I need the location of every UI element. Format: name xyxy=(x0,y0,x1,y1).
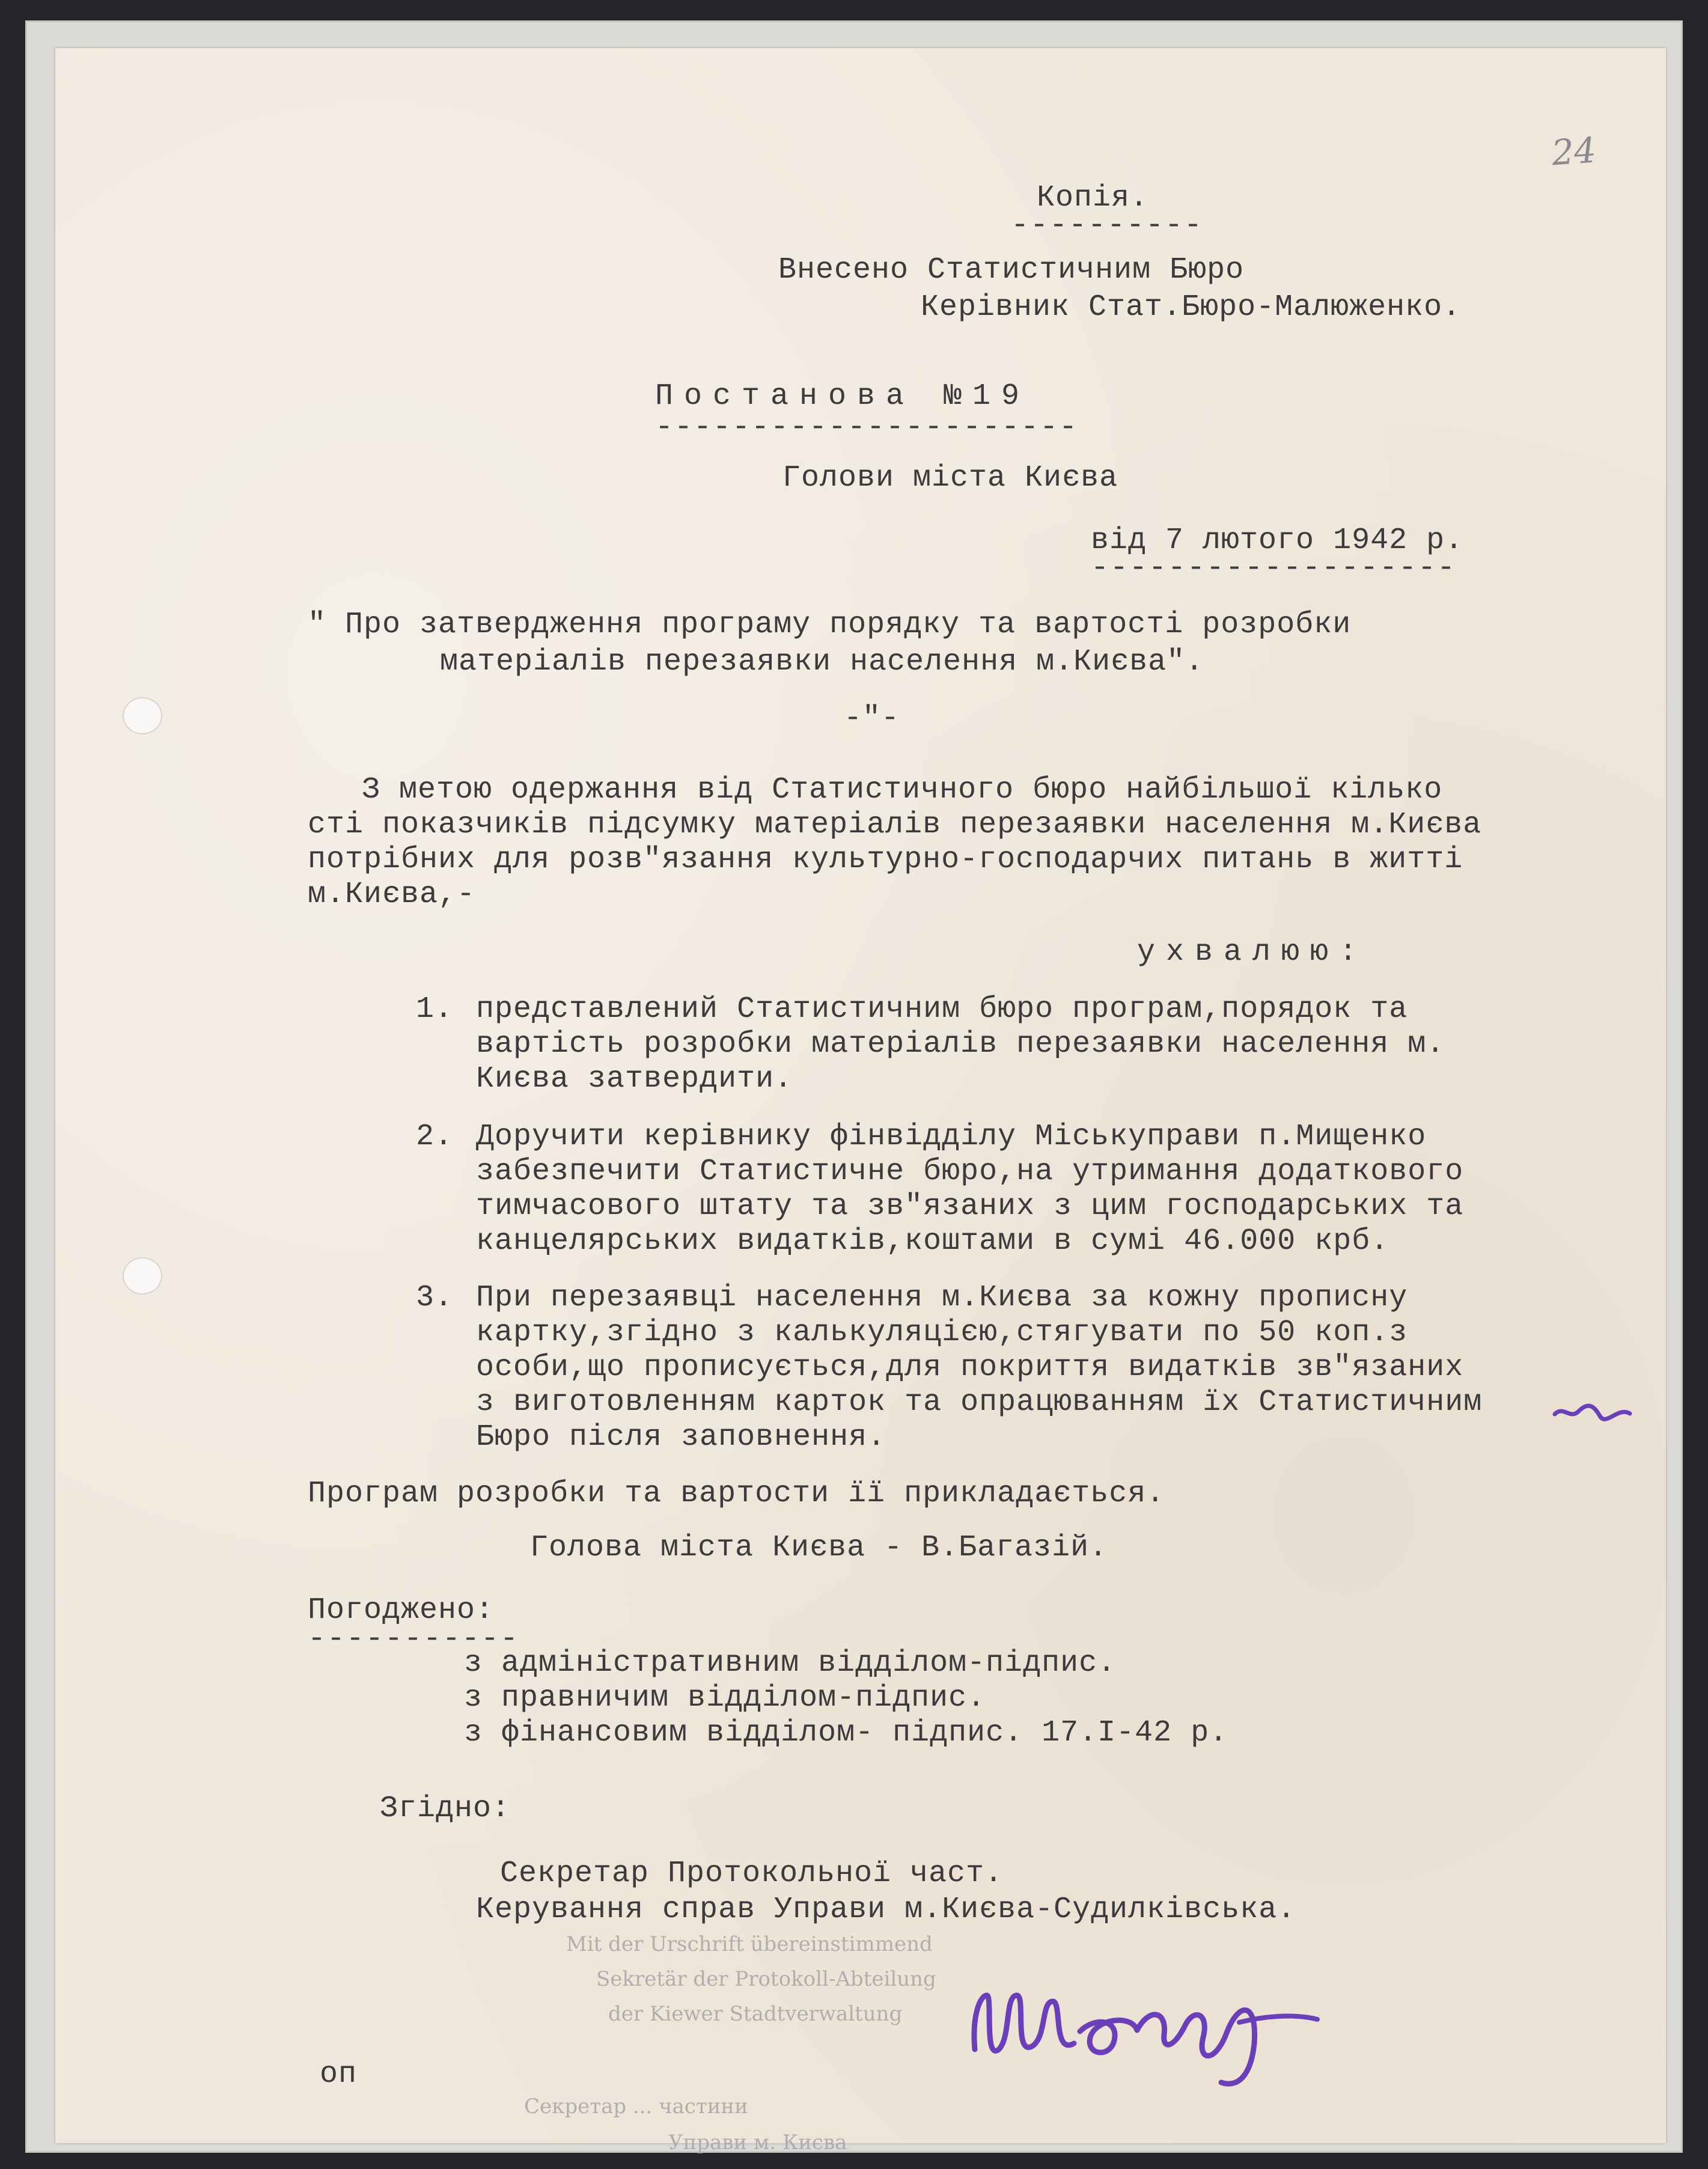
item-line: представлений Статистичним бюро програм,порядок та xyxy=(476,992,1408,1027)
item-line: Києва затвердити. xyxy=(476,1062,793,1096)
date-underline: ------------------- xyxy=(1091,551,1457,585)
item-line: тимчасового штату та зв"язаних з цим господарських та xyxy=(476,1189,1464,1224)
item-number: 2. xyxy=(416,1120,454,1154)
preamble-line: З метою одержання від Статистичного бюро найбільшої кілько xyxy=(362,773,1443,807)
item-line: з виготовленням карток та опрацюванням їх Статистичним xyxy=(476,1385,1483,1420)
agreed-line: з правничим відділом-підпис. xyxy=(464,1681,986,1715)
agreed-label: Погоджено: xyxy=(308,1593,495,1628)
stamp-line: Sekretär der Protokoll-Abteilung xyxy=(596,1967,936,1991)
item-line: Бюро після заповнення. xyxy=(476,1420,886,1454)
punch-hole xyxy=(123,697,162,734)
copy-underline: ---------- xyxy=(1011,209,1204,243)
preamble-line: м.Києва,- xyxy=(308,877,476,912)
preamble-line: сті показчиків підсумку матеріалів перезаявки населення м.Києва xyxy=(308,808,1482,842)
agreed-line: з фінансовим відділом- підпис. 17.I-42 р. xyxy=(464,1716,1228,1750)
bureau-head: Керівник Стат.Бюро-Малюженко. xyxy=(921,290,1462,325)
true-copy-label: Згідно: xyxy=(380,1792,511,1826)
document-date: від 7 лютого 1942 р. xyxy=(1091,523,1464,558)
punch-hole xyxy=(123,1257,162,1295)
item-line: При перезаявці населення м.Києва за кожну прописну xyxy=(476,1281,1408,1315)
item-line: картку,згідно з калькуляцією,стягувати по 50 коп.з xyxy=(476,1316,1408,1350)
resolution-verb: ухвалюю: xyxy=(1137,935,1368,969)
subject-line: матеріалів перезаявки населення м.Києва". xyxy=(440,645,1204,679)
item-line: особи,що прописується,для покриття видатків зв"язаних xyxy=(476,1350,1464,1385)
stamp-line: Mit der Urschrift übereinstimmend xyxy=(566,1932,933,1956)
agreed-underline: ----------- xyxy=(308,1622,520,1656)
item-line: Доручити керівнику фінвідділу Міськуправи п.Мищенко xyxy=(476,1120,1427,1154)
subject-line: " Про затвердження програму порядку та вартості розробки xyxy=(308,608,1352,642)
agreed-line: з адміністративним відділом-підпис. xyxy=(464,1646,1117,1680)
attachment-note: Програм розробки та вартости її прикладається. xyxy=(308,1477,1165,1511)
stamp-line: der Kiewer Stadtverwaltung xyxy=(608,2002,903,2026)
stamp-line: Управи м. Києва xyxy=(668,2131,847,2155)
item-line: канцелярських видатків,коштами в сумі 46.000 крб. xyxy=(476,1224,1389,1258)
separator: -"- xyxy=(844,701,900,736)
item-line: вартість розробки матеріалів перезаявки населення м. xyxy=(476,1027,1445,1061)
ink-correction-mark xyxy=(1552,1393,1636,1429)
item-number: 3. xyxy=(416,1281,454,1315)
signatory: Голова міста Києва - В.Багазій. xyxy=(530,1531,1108,1565)
handwritten-signature xyxy=(957,1959,1329,2097)
preamble-line: потрібних для розв"язання культурно-господарчих питань в житті xyxy=(308,843,1463,877)
folio-number: 24 xyxy=(1550,129,1598,174)
document-title: Постанова №19 xyxy=(655,379,1031,413)
item-number: 1. xyxy=(416,992,454,1027)
item-line: забезпечити Статистичне бюро,на утримання додаткового xyxy=(476,1155,1464,1189)
footer-code: оп xyxy=(320,2057,358,2091)
copy-label: Копія. xyxy=(1037,181,1149,215)
title-underline: ---------------------- xyxy=(655,410,1079,445)
issuer: Голови міста Києва xyxy=(782,461,1118,495)
document-page xyxy=(55,48,1666,2155)
secretary-line: Керування справ Управи м.Києва-Судилківська. xyxy=(476,1893,1296,1927)
stamp-line: Секретар ... частини xyxy=(524,2094,748,2119)
certification-stamp xyxy=(512,1929,936,2155)
submitted-by: Внесено Статистичним Бюро xyxy=(778,253,1245,287)
secretary-line: Секретар Протокольної част. xyxy=(500,1856,1004,1891)
